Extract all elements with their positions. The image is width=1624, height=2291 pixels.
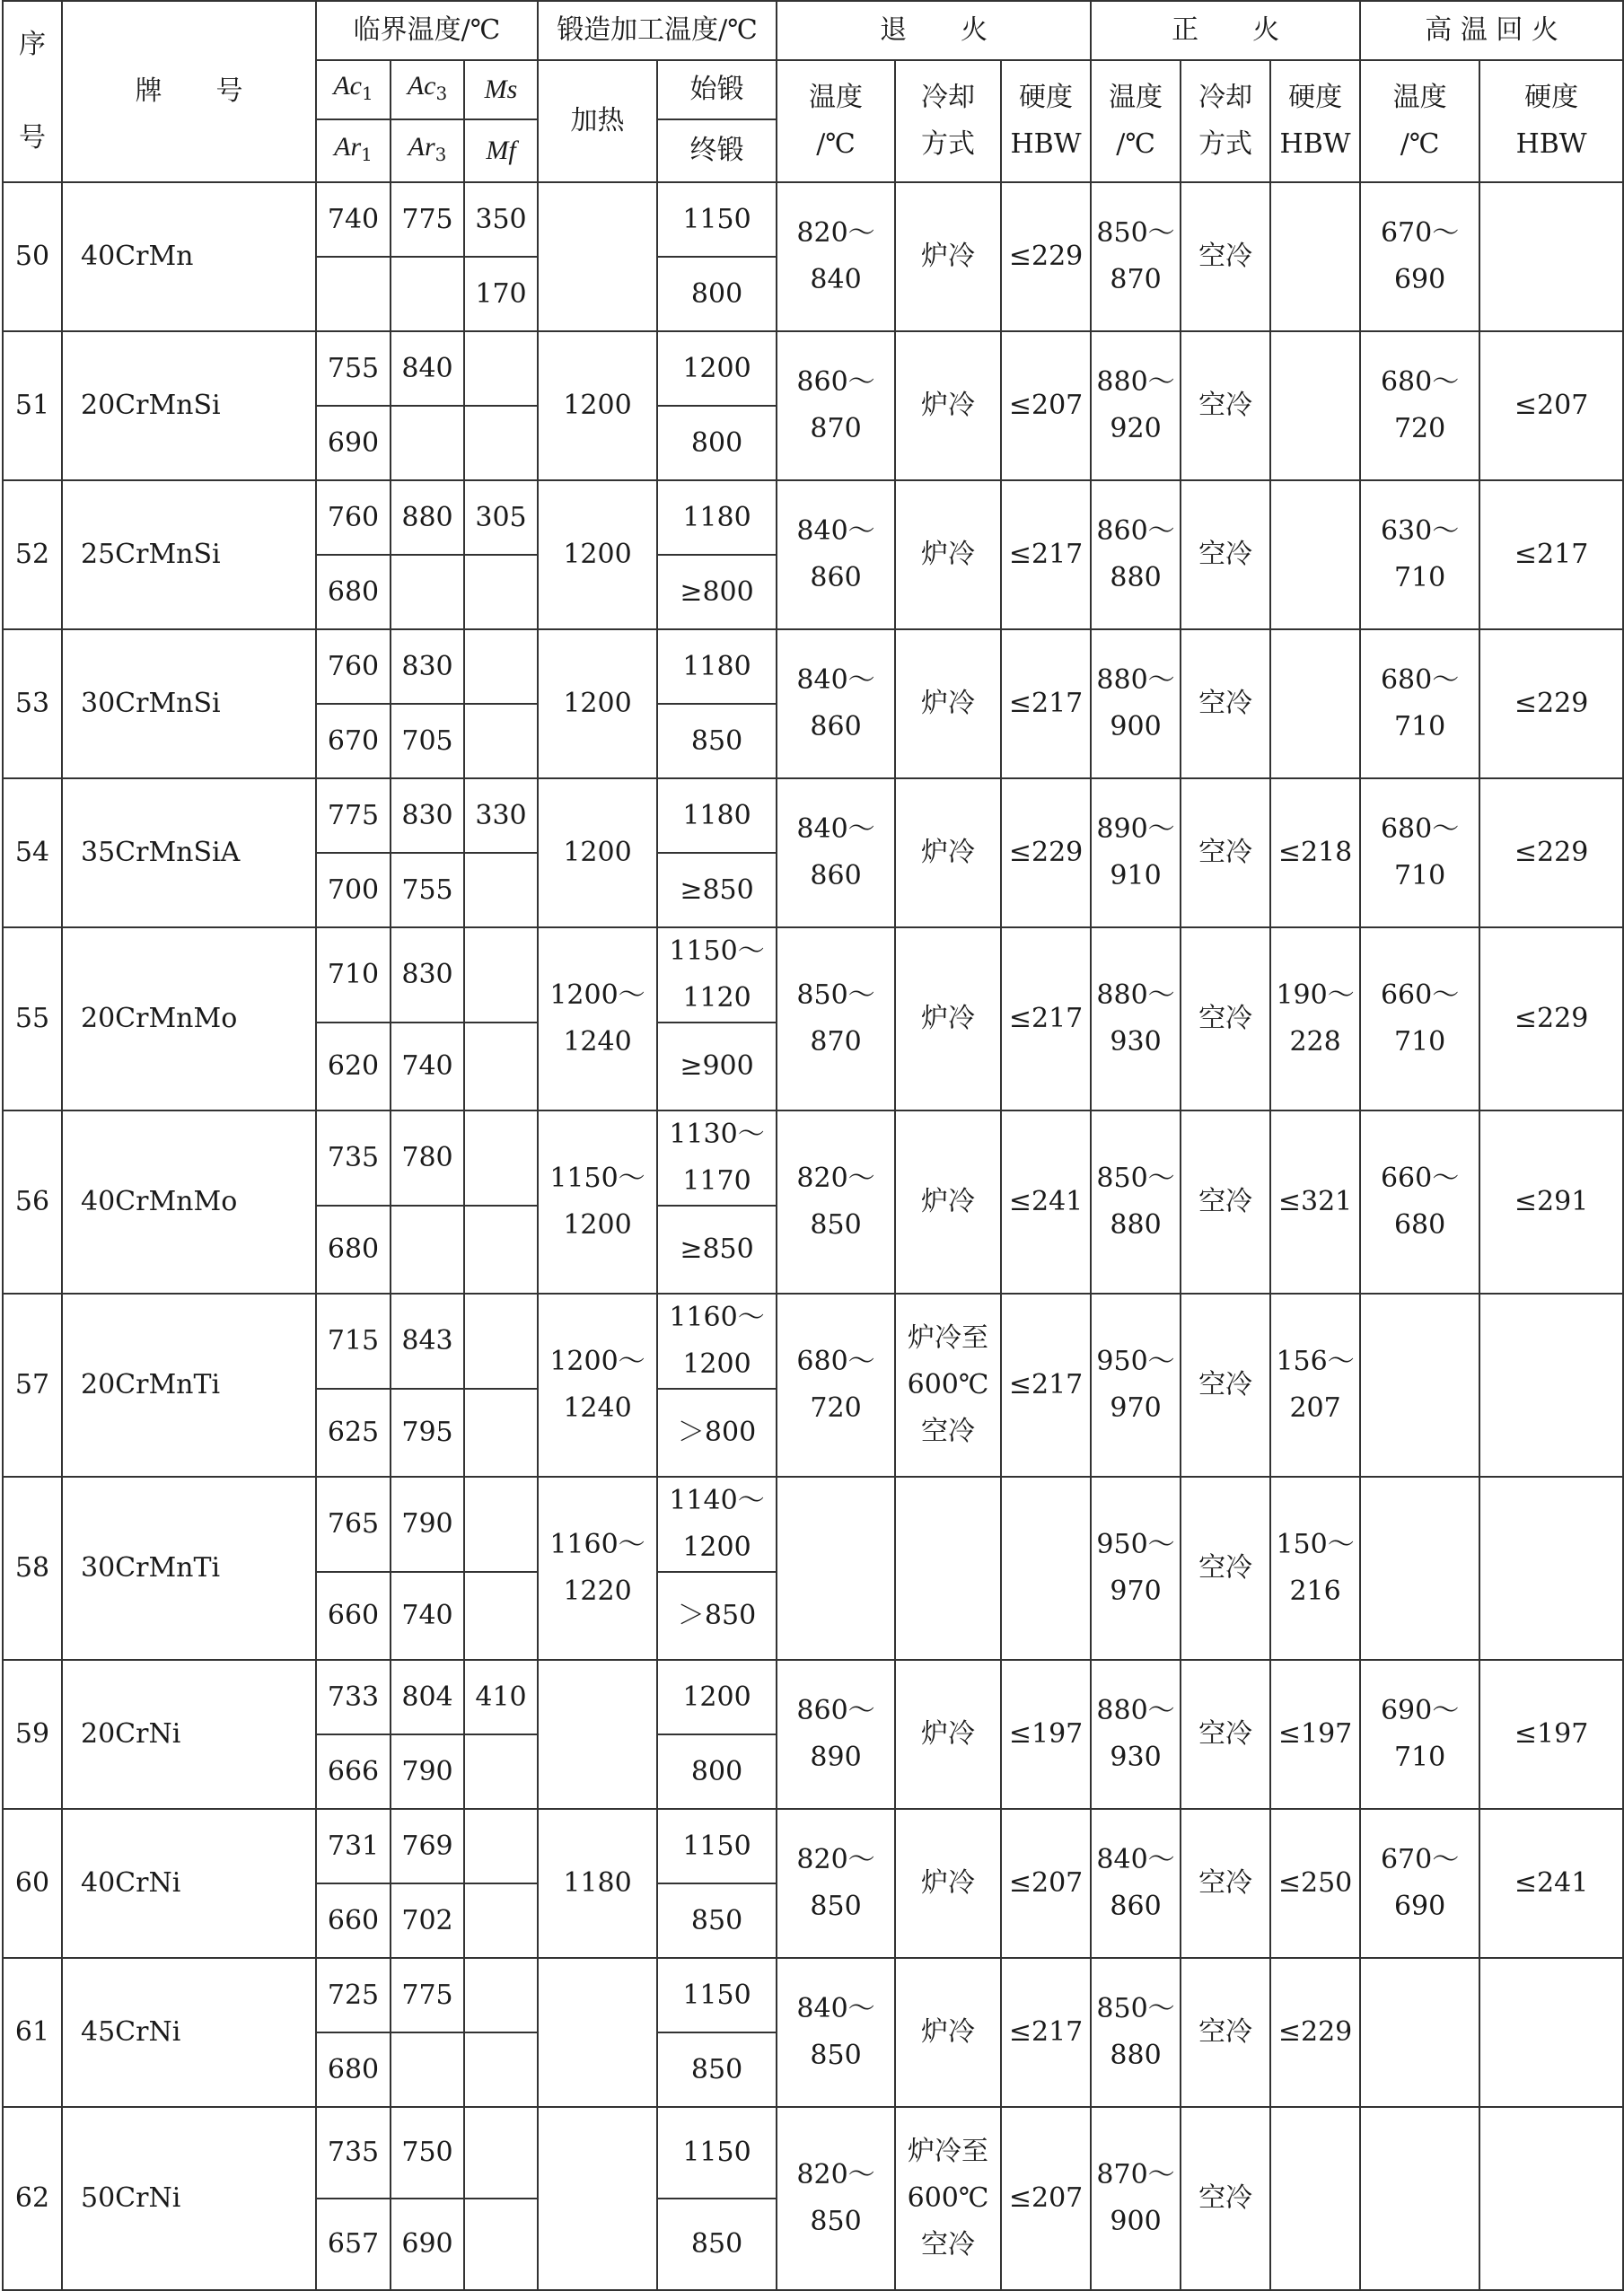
ac1-value: 735 [316,1110,391,1206]
temper-hardness: ≤291 [1479,1110,1623,1294]
header-finish-forge: 终锻 [657,119,777,182]
row-number: 50 [3,182,62,331]
anneal-cooling: 炉冷 [895,480,1001,629]
forge-finish-temp: 800 [657,1734,777,1809]
temper-temp: 690～710 [1360,1660,1479,1809]
anneal-temp: 820～850 [777,2107,895,2290]
normalize-cooling: 空冷 [1181,331,1270,480]
mf-value [464,406,538,480]
anneal-cooling: 炉冷至 600℃ 空冷 [895,2107,1001,2290]
forge-finish-temp: 850 [657,2199,777,2290]
header-anneal-hard: 硬度 HBW [1001,60,1091,182]
forge-start-temp: 1130～ 1170 [657,1110,777,1206]
forge-finish-temp: 850 [657,1883,777,1958]
normalize-cooling: 空冷 [1181,2107,1270,2290]
ar1-value: 666 [316,1734,391,1809]
mf-value [464,1572,538,1660]
normalize-hardness: 150～ 216 [1270,1477,1360,1660]
normalize-temp: 880～ 930 [1091,1660,1181,1809]
temper-hardness [1479,1294,1623,1477]
table-row [3,927,1623,1023]
forge-start-temp: 1150 [657,1809,777,1883]
anneal-temp: 840～860 [777,778,895,927]
mf-value [464,2199,538,2290]
table-row [3,1294,1623,1389]
normalize-temp: 850～ 880 [1091,1958,1181,2107]
ms-value: 350 [464,182,538,257]
ar1-value: 660 [316,1883,391,1958]
ac3-value: 804 [391,1660,464,1734]
forge-heat-temp: 1200～ 1240 [538,927,657,1110]
temper-temp: 670～690 [1360,1809,1479,1958]
normalize-hardness: ≤197 [1270,1660,1360,1809]
ar3-value: 690 [391,2199,464,2290]
header-temper: 高 温 回 火 [1360,1,1623,60]
header-temper-temp: 温度 /℃ [1360,60,1479,182]
header-anneal-cool: 冷却 方式 [895,60,1001,182]
ar1-value: 670 [316,704,391,778]
anneal-cooling: 炉冷 [895,182,1001,331]
row-number: 52 [3,480,62,629]
forge-start-temp: 1180 [657,629,777,704]
ac3-value: 750 [391,2107,464,2199]
header-ar3-symbol: Ar [408,132,435,162]
header-normalize-temp: 温度 /℃ [1091,60,1181,182]
anneal-temp: 840～860 [777,480,895,629]
steel-grade: 20CrNi [62,1660,316,1809]
forge-heat-temp [538,2107,657,2290]
temper-hardness [1479,1477,1623,1660]
forge-start-temp: 1200 [657,331,777,406]
mf-value [464,555,538,629]
forge-heat-temp: 1180 [538,1809,657,1958]
normalize-hardness [1270,2107,1360,2290]
ac1-value: 760 [316,480,391,555]
anneal-cooling: 炉冷至 600℃ 空冷 [895,1294,1001,1477]
header-ac1-subscript: 1 [361,83,373,104]
header-ar1-symbol: Ar [334,132,362,162]
ms-value [464,927,538,1023]
normalize-hardness [1270,182,1360,331]
anneal-hardness: ≤217 [1001,480,1091,629]
ac1-value: 740 [316,182,391,257]
anneal-hardness: ≤217 [1001,629,1091,778]
table-body [3,182,1623,2290]
ac1-value: 725 [316,1958,391,2032]
temper-hardness [1479,2107,1623,2290]
normalize-temp: 880～ 930 [1091,927,1181,1110]
temper-temp: 630～710 [1360,480,1479,629]
mf-value [464,2032,538,2107]
mf-value [464,1734,538,1809]
anneal-temp [777,1477,895,1660]
anneal-temp: 840～860 [777,629,895,778]
forge-heat-temp: 1160～ 1220 [538,1477,657,1660]
header-normalize-cool: 冷却 方式 [1181,60,1270,182]
forge-heat-temp [538,1660,657,1809]
forge-finish-temp: ＞850 [657,1572,777,1660]
steel-grade: 30CrMnTi [62,1477,316,1660]
forge-heat-temp: 1200 [538,480,657,629]
normalize-temp: 860～ 880 [1091,480,1181,629]
normalize-temp: 850～ 870 [1091,182,1181,331]
anneal-cooling: 炉冷 [895,927,1001,1110]
table-row [3,182,1623,257]
anneal-cooling: 炉冷 [895,1958,1001,2107]
normalize-cooling: 空冷 [1181,778,1270,927]
ar1-value: 625 [316,1389,391,1477]
table-row [3,1809,1623,1883]
ac1-value: 735 [316,2107,391,2199]
header-ac3 [391,60,464,119]
steel-heat-treatment-table [2,0,1624,2291]
forge-finish-temp: ＞800 [657,1389,777,1477]
mf-value [464,1023,538,1110]
header-heat: 加热 [538,60,657,182]
normalize-hardness: ≤321 [1270,1110,1360,1294]
forge-heat-temp: 1200～ 1240 [538,1294,657,1477]
anneal-hardness: ≤207 [1001,2107,1091,2290]
table-row [3,629,1623,704]
anneal-hardness: ≤207 [1001,331,1091,480]
normalize-hardness [1270,480,1360,629]
ar3-value [391,2032,464,2107]
mf-value [464,1206,538,1294]
forge-finish-temp: ≥800 [657,555,777,629]
forge-start-temp: 1140～ 1200 [657,1477,777,1572]
ac3-value: 880 [391,480,464,555]
ac3-value: 840 [391,331,464,406]
forge-heat-temp: 1200 [538,778,657,927]
steel-grade: 40CrMn [62,182,316,331]
ac1-value: 715 [316,1294,391,1389]
ms-value: 410 [464,1660,538,1734]
ac3-value: 780 [391,1110,464,1206]
row-number: 58 [3,1477,62,1660]
table-row [3,778,1623,853]
anneal-cooling: 炉冷 [895,331,1001,480]
anneal-hardness: ≤217 [1001,927,1091,1110]
table-row [3,1477,1623,1572]
temper-hardness: ≤241 [1479,1809,1623,1958]
header-ac1 [316,60,391,119]
table-row [3,2107,1623,2199]
forge-heat-temp [538,182,657,331]
normalize-cooling: 空冷 [1181,1958,1270,2107]
ac1-value: 765 [316,1477,391,1572]
mf-value [464,704,538,778]
ar1-value: 657 [316,2199,391,2290]
anneal-hardness: ≤217 [1001,1958,1091,2107]
temper-hardness: ≤229 [1479,927,1623,1110]
ac1-value: 733 [316,1660,391,1734]
normalize-cooling: 空冷 [1181,1294,1270,1477]
row-number: 53 [3,629,62,778]
row-number: 54 [3,778,62,927]
forge-start-temp: 1150 [657,182,777,257]
normalize-cooling: 空冷 [1181,1110,1270,1294]
normalize-temp: 840～ 860 [1091,1809,1181,1958]
table-row [3,331,1623,406]
steel-grade: 30CrMnSi [62,629,316,778]
ac3-value: 775 [391,1958,464,2032]
ac3-value: 830 [391,629,464,704]
normalize-cooling: 空冷 [1181,1477,1270,1660]
row-number: 51 [3,331,62,480]
forge-heat-temp: 1200 [538,331,657,480]
temper-temp: 680～710 [1360,778,1479,927]
anneal-temp: 860～890 [777,1660,895,1809]
temper-hardness: ≤229 [1479,778,1623,927]
ac1-value: 775 [316,778,391,853]
anneal-temp: 820～840 [777,182,895,331]
row-number: 55 [3,927,62,1110]
header-grade: 牌 号 [62,1,316,182]
ar3-value [391,406,464,480]
ar1-value: 690 [316,406,391,480]
ar3-value [391,555,464,629]
header-ar1-subscript: 1 [361,144,373,165]
steel-grade: 40CrNi [62,1809,316,1958]
forge-start-temp: 1150～ 1120 [657,927,777,1023]
anneal-hardness [1001,1477,1091,1660]
forge-finish-temp: 800 [657,257,777,331]
ac3-value: 769 [391,1809,464,1883]
steel-grade: 50CrNi [62,2107,316,2290]
temper-temp: 670～690 [1360,182,1479,331]
row-number: 62 [3,2107,62,2290]
forge-finish-temp: ≥900 [657,1023,777,1110]
steel-grade: 20CrMnSi [62,331,316,480]
ms-value [464,1110,538,1206]
anneal-hardness: ≤241 [1001,1110,1091,1294]
normalize-temp: 880～ 900 [1091,629,1181,778]
ms-value [464,1809,538,1883]
header-anneal-temp: 温度 /℃ [777,60,895,182]
anneal-hardness: ≤217 [1001,1294,1091,1477]
anneal-temp: 840～850 [777,1958,895,2107]
normalize-temp: 950～ 970 [1091,1477,1181,1660]
temper-hardness [1479,182,1623,331]
normalize-temp: 850～ 880 [1091,1110,1181,1294]
steel-grade: 40CrMnMo [62,1110,316,1294]
anneal-temp: 820～850 [777,1809,895,1958]
header-start-forge: 始锻 [657,60,777,119]
header-mf [464,119,538,182]
normalize-hardness: 156～ 207 [1270,1294,1360,1477]
anneal-cooling: 炉冷 [895,1110,1001,1294]
ar3-value: 705 [391,704,464,778]
normalize-temp: 950～ 970 [1091,1294,1181,1477]
forge-start-temp: 1150 [657,1958,777,2032]
forge-finish-temp: 800 [657,406,777,480]
normalize-hardness: ≤229 [1270,1958,1360,2107]
ms-value [464,1294,538,1389]
ar3-value: 795 [391,1389,464,1477]
ar1-value: 660 [316,1572,391,1660]
ar3-value: 740 [391,1572,464,1660]
header-ms [464,60,538,119]
table-row [3,1660,1623,1734]
temper-temp: 680～710 [1360,629,1479,778]
mf-value [464,1883,538,1958]
header-ms-symbol: Ms [484,75,518,104]
forge-heat-temp [538,1958,657,2107]
ac3-value: 830 [391,778,464,853]
steel-grade: 20CrMnMo [62,927,316,1110]
ac3-value: 775 [391,182,464,257]
header-mf-symbol: Mf [486,136,516,165]
mf-value [464,853,538,927]
ar1-value: 620 [316,1023,391,1110]
temper-hardness: ≤217 [1479,480,1623,629]
anneal-hardness: ≤229 [1001,182,1091,331]
steel-grade: 35CrMnSiA [62,778,316,927]
header-forging-temp: 锻造加工温度/℃ [538,1,777,60]
anneal-hardness: ≤197 [1001,1660,1091,1809]
header-normalize-hard: 硬度 HBW [1270,60,1360,182]
ar1-value: 680 [316,1206,391,1294]
ac3-value: 843 [391,1294,464,1389]
forge-heat-temp: 1150～ 1200 [538,1110,657,1294]
header-critical-temp: 临界温度/℃ [316,1,538,60]
mf-value: 170 [464,257,538,331]
ar3-value [391,257,464,331]
normalize-cooling: 空冷 [1181,629,1270,778]
header-ac3-symbol: Ac [407,71,436,101]
ms-value [464,331,538,406]
temper-temp [1360,2107,1479,2290]
anneal-cooling: 炉冷 [895,778,1001,927]
forge-finish-temp: 850 [657,704,777,778]
anneal-cooling [895,1477,1001,1660]
ms-value [464,629,538,704]
normalize-cooling: 空冷 [1181,480,1270,629]
ac1-value: 755 [316,331,391,406]
header-temper-hard: 硬度 HBW [1479,60,1623,182]
temper-hardness: ≤197 [1479,1660,1623,1809]
normalize-hardness: ≤250 [1270,1809,1360,1958]
table-row [3,1958,1623,2032]
forge-finish-temp: ≥850 [657,1206,777,1294]
mf-value [464,1389,538,1477]
forge-start-temp: 1180 [657,778,777,853]
forge-start-temp: 1180 [657,480,777,555]
normalize-cooling: 空冷 [1181,1809,1270,1958]
header-ar1 [316,119,391,182]
ar3-value: 740 [391,1023,464,1110]
row-number: 56 [3,1110,62,1294]
ar3-value: 702 [391,1883,464,1958]
anneal-cooling: 炉冷 [895,1809,1001,1958]
header-ac3-subscript: 3 [435,83,448,104]
forge-start-temp: 1160～ 1200 [657,1294,777,1389]
header-ar3 [391,119,464,182]
forge-finish-temp: ≥850 [657,853,777,927]
header-ar3-subscript: 3 [435,144,447,165]
header-row-1 [3,1,1623,60]
normalize-cooling: 空冷 [1181,1660,1270,1809]
ms-value [464,2107,538,2199]
anneal-cooling: 炉冷 [895,1660,1001,1809]
ar1-value [316,257,391,331]
ms-value: 330 [464,778,538,853]
ar1-value: 700 [316,853,391,927]
forge-finish-temp: 850 [657,2032,777,2107]
ac1-value: 710 [316,927,391,1023]
temper-temp: 660～680 [1360,1110,1479,1294]
steel-grade: 45CrNi [62,1958,316,2107]
ms-value: 305 [464,480,538,555]
ar1-value: 680 [316,2032,391,2107]
anneal-cooling: 炉冷 [895,629,1001,778]
ac1-value: 760 [316,629,391,704]
ar1-value: 680 [316,555,391,629]
temper-temp [1360,1958,1479,2107]
normalize-hardness: ≤218 [1270,778,1360,927]
forge-start-temp: 1150 [657,2107,777,2199]
forge-start-temp: 1200 [657,1660,777,1734]
temper-hardness [1479,1958,1623,2107]
normalize-hardness: 190～ 228 [1270,927,1360,1110]
header-seq: 序 号 [3,1,62,182]
anneal-temp: 850～870 [777,927,895,1110]
steel-grade: 20CrMnTi [62,1294,316,1477]
temper-temp [1360,1477,1479,1660]
anneal-hardness: ≤229 [1001,778,1091,927]
ac1-value: 731 [316,1809,391,1883]
anneal-hardness: ≤207 [1001,1809,1091,1958]
ar3-value: 790 [391,1734,464,1809]
row-number: 57 [3,1294,62,1477]
normalize-cooling: 空冷 [1181,182,1270,331]
temper-temp [1360,1294,1479,1477]
anneal-temp: 680～720 [777,1294,895,1477]
normalize-cooling: 空冷 [1181,927,1270,1110]
row-number: 59 [3,1660,62,1809]
header-normalize: 正 火 [1091,1,1360,60]
anneal-temp: 820～850 [777,1110,895,1294]
temper-temp: 660～710 [1360,927,1479,1110]
row-number: 60 [3,1809,62,1958]
temper-temp: 680～720 [1360,331,1479,480]
ac3-value: 790 [391,1477,464,1572]
row-number: 61 [3,1958,62,2107]
ar3-value: 755 [391,853,464,927]
header-ac1-symbol: Ac [333,71,362,101]
forge-heat-temp: 1200 [538,629,657,778]
header-anneal: 退 火 [777,1,1091,60]
normalize-temp: 890～ 910 [1091,778,1181,927]
table-row [3,480,1623,555]
temper-hardness: ≤229 [1479,629,1623,778]
temper-hardness: ≤207 [1479,331,1623,480]
normalize-hardness [1270,629,1360,778]
ar3-value [391,1206,464,1294]
ms-value [464,1958,538,2032]
table-row [3,1110,1623,1206]
normalize-temp: 880～ 920 [1091,331,1181,480]
normalize-hardness [1270,331,1360,480]
ms-value [464,1477,538,1572]
steel-grade: 25CrMnSi [62,480,316,629]
normalize-temp: 870～ 900 [1091,2107,1181,2290]
ac3-value: 830 [391,927,464,1023]
anneal-temp: 860～870 [777,331,895,480]
